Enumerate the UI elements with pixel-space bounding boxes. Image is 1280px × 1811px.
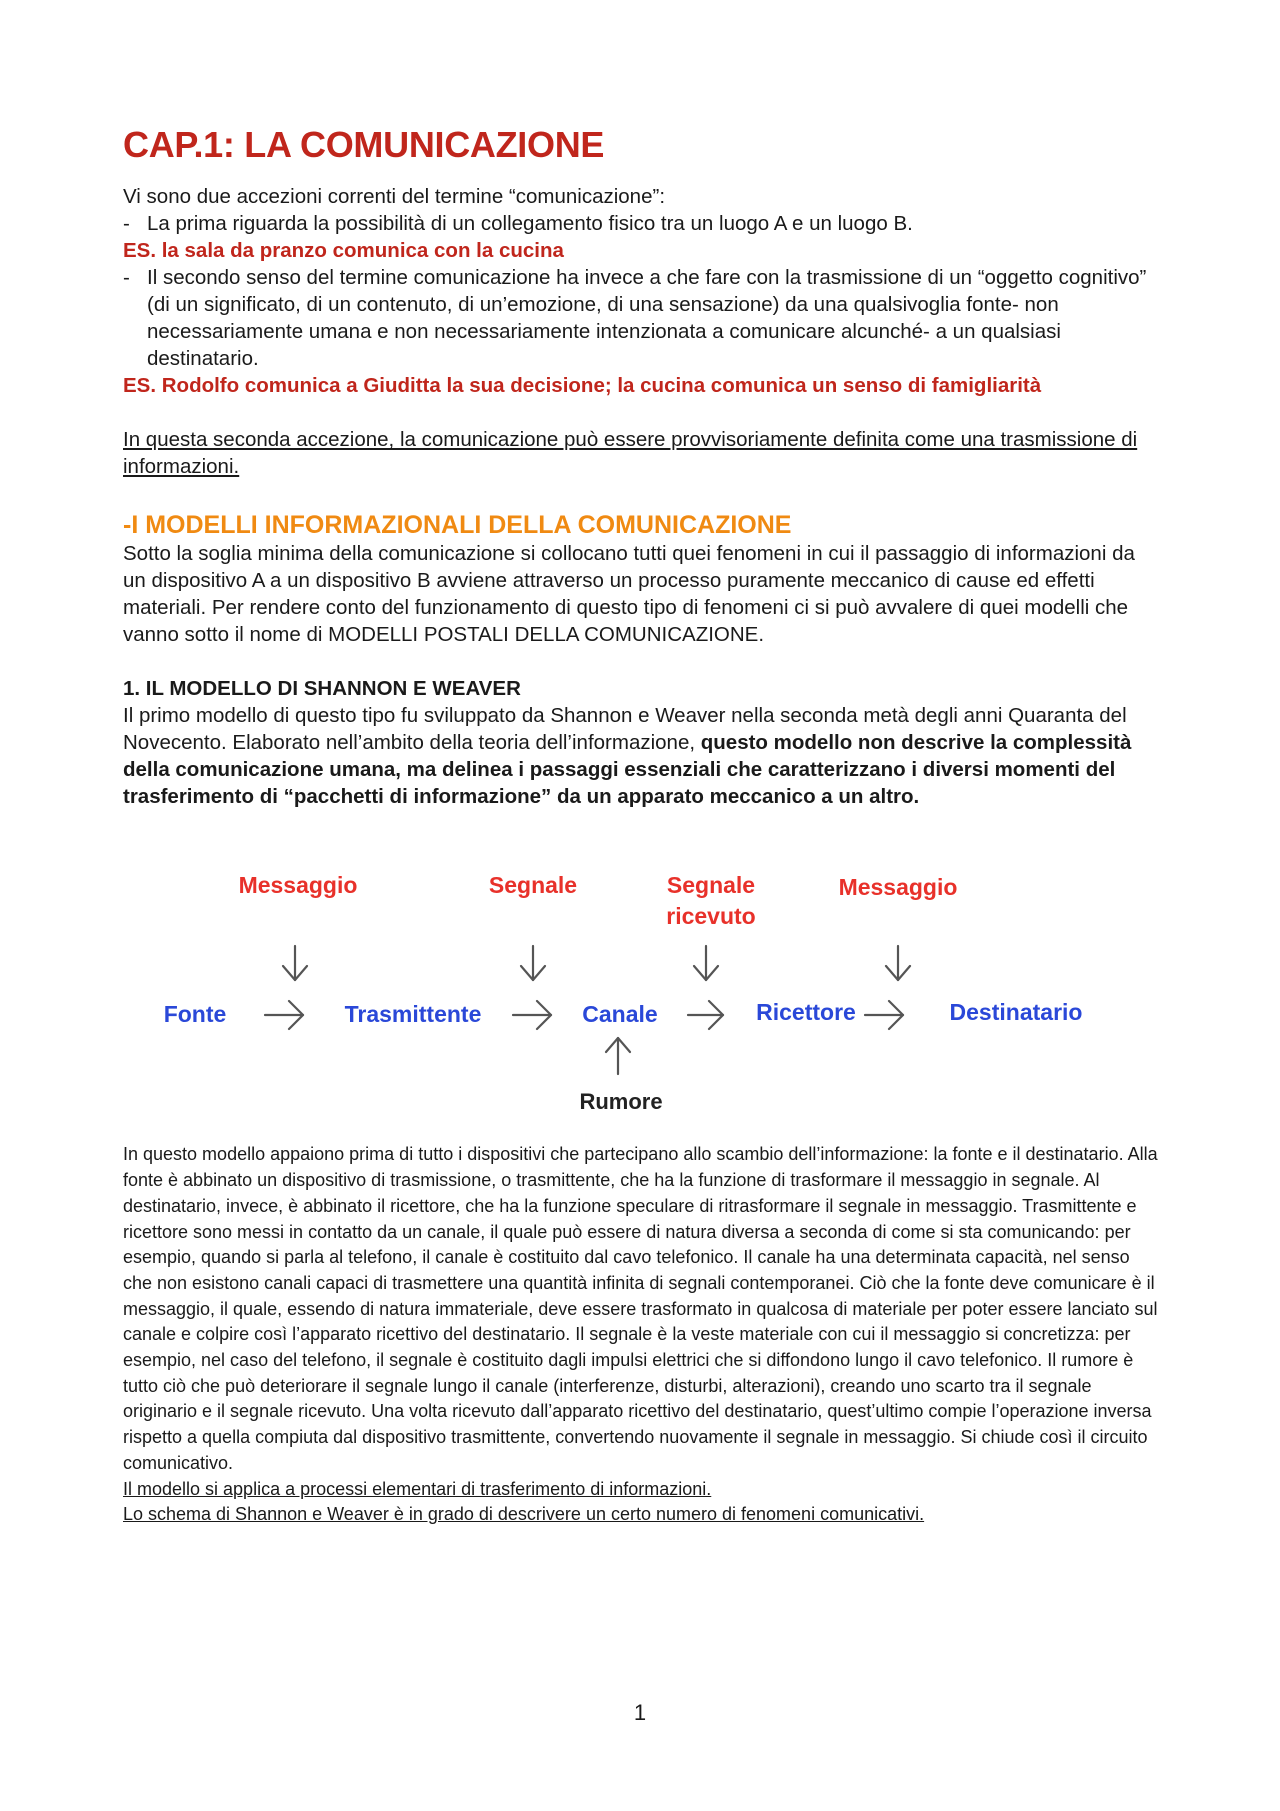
right-arrow-icon (513, 1001, 551, 1029)
right-arrow-icon (865, 1001, 903, 1029)
diagram-node-fonte: Fonte (163, 1001, 227, 1028)
definition-text: In questa seconda accezione, la comunicazione può essere provvisoriamente definita come una trasmissione di informazioni. (123, 428, 1138, 479)
diagram-label-messaggio-source: Messaggio (238, 872, 358, 899)
model-text-plain: Il primo modello di questo tipo fu sviluppato da Shannon e Weaver nella seconda metà degli anni Quaranta del Novecento. Elaborato nell’ambito della teoria dell’informazione, (123, 704, 1127, 755)
explanation-block (123, 1142, 1163, 1528)
list-item-text: Il secondo senso del termine comunicazione ha invece a che fare con la trasmissione di un “oggetto cognitivo” (di un significato, di un contenuto, di un’emozione, di una sensazione) da una qualsivoglia fonte- non necessariamente umana e non necessariamente intenzionata a comunicare alcunché- a un qualsiasi destinatario. (147, 266, 1147, 371)
down-arrow-icon (283, 946, 307, 980)
diagram-svg (123, 838, 1163, 1128)
section-text: Sotto la soglia minima della comunicazione si collocano tutti quei fenomeni in cui il passaggio di informazioni da un dispositivo A a un dispositivo B avviene attraverso un processo puramente meccanico di cause ed effetti materiali. Per rendere conto del funzionamento di questo tipo di fenomeni ci si può avvalere di quei modelli che vanno sotto il nome di MODELLI POSTALI DELLA COMUNICAZIONE. (123, 542, 1135, 647)
diagram-label-segnale-ricevuto-line2: ricevuto (666, 903, 756, 930)
model-text (123, 702, 1163, 810)
list-item-second (123, 264, 1163, 372)
down-arrow-icon (694, 946, 718, 980)
diagram-label-segnale-ricevuto-line1: Segnale (666, 872, 756, 899)
down-arrow-icon (886, 946, 910, 980)
list-dash: - (123, 266, 130, 290)
conclusion-second: Lo schema di Shannon e Weaver è in grado di descrivere un certo numero di fenomeni comunicativi. (123, 1504, 925, 1525)
right-arrow-icon (688, 1001, 723, 1029)
down-arrow-icon (521, 946, 545, 980)
shannon-weaver-diagram (123, 838, 1163, 1128)
right-arrow-icon (265, 1001, 303, 1029)
list-item-text: La prima riguarda la possibilità di un collegamento fisico tra un luogo A e un luogo B. (147, 212, 913, 236)
explanation-text: In questo modello appaiono prima di tutto i dispositivi che partecipano allo scambio dell’informazione: la fonte e il destinatario. Alla fonte è abbinato un dispositivo di trasmissione, o trasmittente, che ha la funzione di trasformare il messaggio in segnale. Al destinatario, invece, è abbinato il ricettore, che ha la funzione speculare di ritrasformare il segnale in messaggio. Trasmittente e ricettore sono messi in contatto da un canale, il quale può essere di natura diversa a seconda di come si sta comunicando: per esempio, quando si parla al telefono, il canale è costituito dal cavo telefonico. Il canale ha una determinata capacità, nel senso che non esistono canali capaci di trasmettere una quantità infinita di segnali contemporanei. Ciò che la fonte deve comunicare è il messaggio, il quale, essendo di natura immateriale, deve essere trasformato in qualcosa di materiale per poter essere lanciato sul canale e colpire così l’apparato ricettivo del destinatario. Il segnale è la veste materiale con cui il messaggio si concretizza: per esempio, nel caso del telefono, il segnale è costituito dagli impulsi elettrici che si diffondono lungo il cavo telefonico. Il rumore è tutto ciò che può deteriorare il segnale lungo il canale (interferenze, disturbi, alterazioni), creando uno scarto tra il segnale originario e il segnale ricevuto. Una volta ricevuto dall’apparato ricettivo del destinatario, quest’ultimo compie l’operazione inversa rispetto a quella compiuta dal dispositivo trasmittente, convertendo nuovamente il segnale in messaggio. Si chiude così il circuito comunicativo. (123, 1144, 1158, 1473)
intro-block (123, 183, 1163, 480)
diagram-label-segnale: Segnale (488, 872, 578, 899)
page-title: CAP.1: LA COMUNICAZIONE (123, 124, 605, 165)
example-first: ES. la sala da pranzo comunica con la cucina (123, 239, 564, 263)
diagram-node-canale: Canale (582, 1001, 658, 1028)
diagram-node-trasmittente: Trasmittente (344, 1001, 482, 1028)
diagram-node-ricettore: Ricettore (756, 999, 856, 1026)
example-second: ES. Rodolfo comunica a Giuditta la sua decisione; la cucina comunica un senso di famigliarità (123, 374, 1042, 398)
document-page (123, 124, 1163, 1528)
page-number: 1 (633, 1700, 647, 1725)
model-heading: 1. IL MODELLO DI SHANNON E WEAVER (123, 677, 521, 701)
intro-text: Vi sono due accezioni correnti del termine “comunicazione”: (123, 185, 666, 209)
list-dash: - (123, 212, 130, 236)
model-text-bold: questo modello non descrive la complessità della comunicazione umana, ma delinea i passaggi essenziali che caratterizzano i diversi momenti del trasferimento di “pacchetti di informazione” da un apparato meccanico a un altro. (123, 731, 1132, 809)
diagram-node-rumore: Rumore (579, 1089, 663, 1115)
up-arrow-icon (606, 1038, 630, 1074)
conclusion-first: Il modello si applica a processi elementari di trasferimento di informazioni. (123, 1478, 712, 1499)
diagram-label-messaggio-dest: Messaggio (838, 874, 958, 901)
section-heading: -I MODELLI INFORMAZIONALI DELLA COMUNICAZIONE (123, 511, 792, 540)
diagram-node-destinatario: Destinatario (949, 999, 1083, 1026)
list-item-first (123, 210, 1163, 237)
